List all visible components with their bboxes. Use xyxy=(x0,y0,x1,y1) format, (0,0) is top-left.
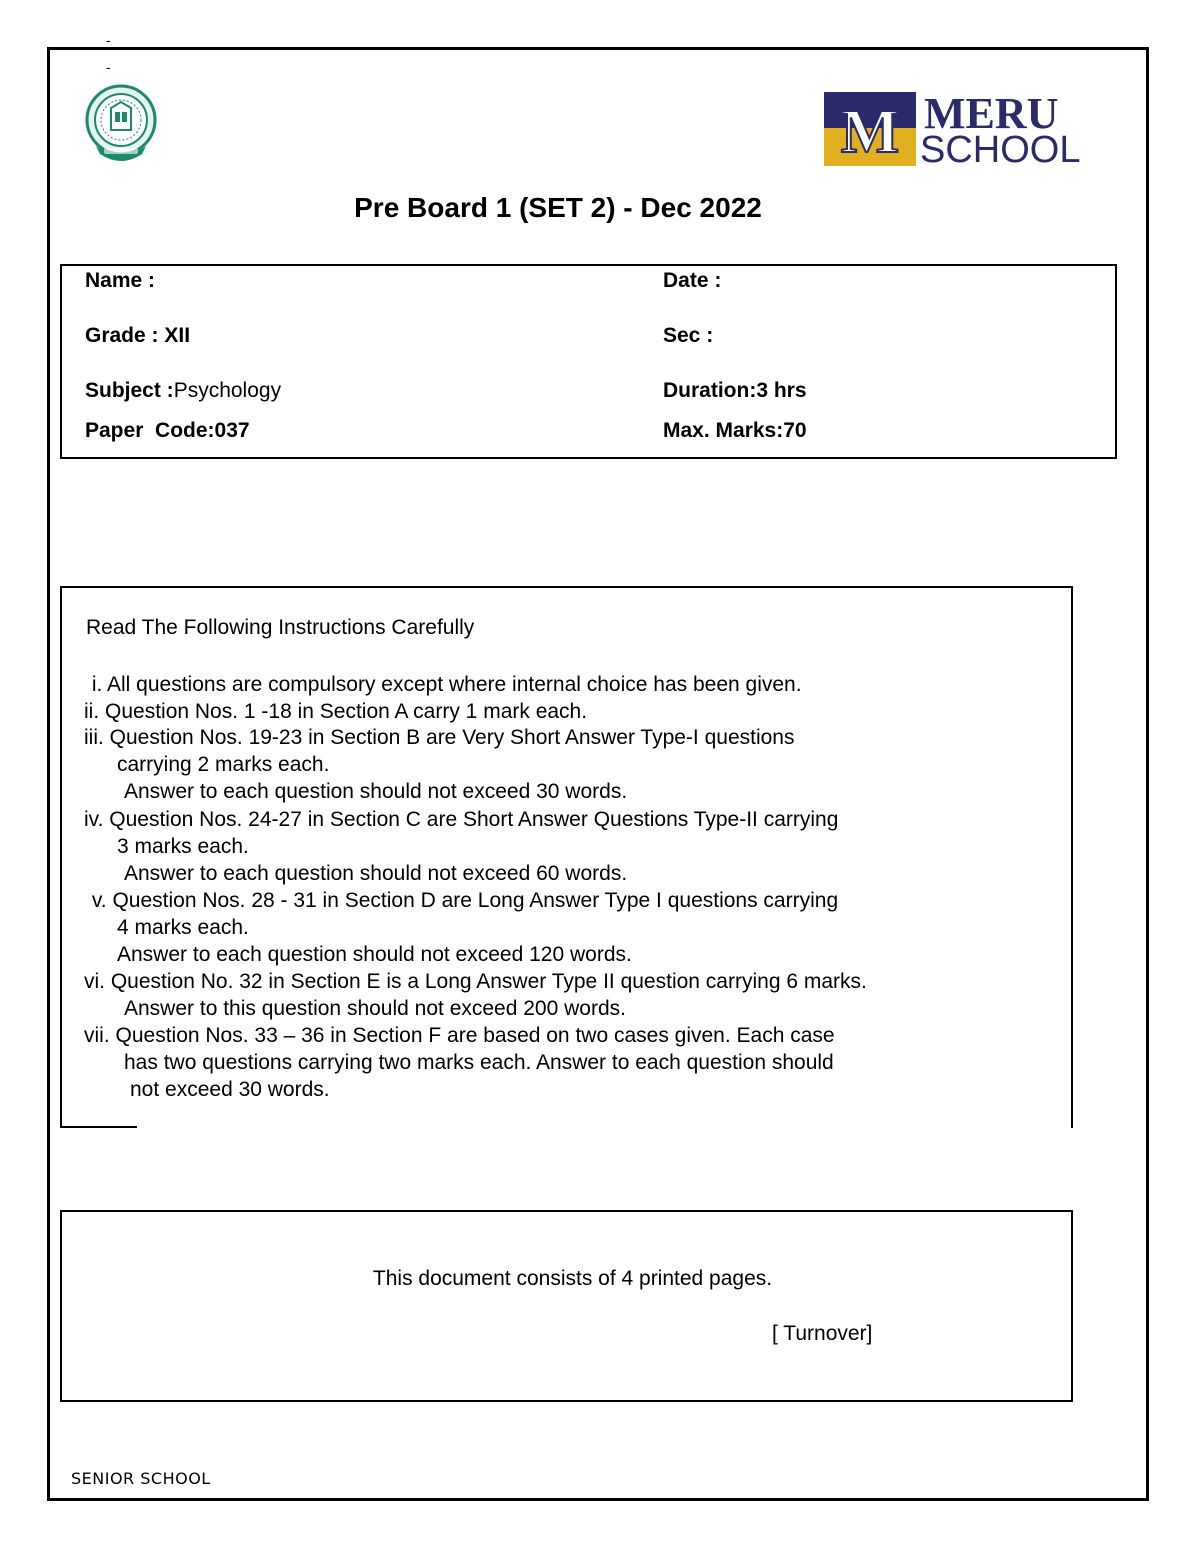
footer-box xyxy=(60,1210,1073,1402)
instruction-line: has two questions carrying two marks each. Answer to each question should xyxy=(124,1051,834,1074)
date-field xyxy=(663,268,721,294)
dash-mark: - xyxy=(106,59,111,75)
turnover-note: [ Turnover] xyxy=(772,1322,873,1345)
logo-line1: MERU xyxy=(924,89,1059,138)
grade-value: XII xyxy=(164,324,191,347)
name-label: Name : xyxy=(85,269,156,292)
paper-code-field xyxy=(85,418,250,444)
instruction-line: iv. Question Nos. 24-27 in Section C are Short Answer Questions Type-II carrying xyxy=(84,808,839,831)
instruction-line: 4 marks each. xyxy=(117,916,249,939)
instruction-line: not exceed 30 words. xyxy=(130,1078,330,1101)
instruction-line: 3 marks each. xyxy=(117,835,249,858)
subject-label: Subject : xyxy=(85,379,174,402)
page-count-note: This document consists of 4 printed pages. xyxy=(372,1267,773,1290)
duration-field xyxy=(663,378,807,404)
instruction-line: i. All questions are compulsory except where internal choice has been given. xyxy=(86,673,802,696)
duration-value: 3 hrs xyxy=(756,379,807,402)
max-marks-label: Max. Marks: xyxy=(663,419,784,442)
instruction-line: vii. Question Nos. 33 – 36 in Section F are based on two cases given. Each case xyxy=(84,1024,835,1047)
sec-label: Sec : xyxy=(663,324,714,347)
sec-field xyxy=(663,323,713,349)
instruction-line: Answer to this question should not exceed 200 words. xyxy=(124,997,626,1020)
dash-mark: - xyxy=(106,32,111,48)
instruction-line: v. Question Nos. 28 - 31 in Section D are Long Answer Type I questions carrying xyxy=(86,889,839,912)
grade-field xyxy=(85,323,190,349)
instruction-line: vi. Question No. 32 in Section E is a Long Answer Type II question carrying 6 marks. xyxy=(84,970,867,993)
name-field xyxy=(85,268,155,294)
paper-code-label: Paper Code: xyxy=(85,419,215,442)
instruction-line: Answer to each question should not exceed 120 words. xyxy=(117,943,632,966)
grade-label: Grade : xyxy=(85,324,165,347)
logo-monogram: M xyxy=(840,98,900,166)
meru-school-logo xyxy=(824,88,1096,168)
instruction-line: Answer to each question should not exceed 60 words. xyxy=(124,862,628,885)
duration-label: Duration: xyxy=(663,379,757,402)
logo-line2: SCHOOL xyxy=(920,129,1081,168)
instructions-heading: Read The Following Instructions Carefully xyxy=(86,616,475,639)
instruction-line: ii. Question Nos. 1 -18 in Section A carry 1 mark each. xyxy=(84,700,588,723)
instruction-line: iii. Question Nos. 19-23 in Section B are Very Short Answer Type-I questions xyxy=(84,726,795,749)
section-label: SENIOR SCHOOL xyxy=(71,1469,211,1488)
instruction-line: Answer to each question should not exceed 30 words. xyxy=(124,780,628,803)
date-label: Date : xyxy=(663,269,722,292)
instruction-line: carrying 2 marks each. xyxy=(117,753,330,776)
page-title: Pre Board 1 (SET 2) - Dec 2022 xyxy=(354,192,762,223)
max-marks-value: 70 xyxy=(783,419,807,442)
max-marks-field xyxy=(663,418,807,444)
subject-value: Psychology xyxy=(173,379,282,402)
subject-field xyxy=(85,378,281,404)
cbse-emblem-icon xyxy=(82,84,160,164)
paper-code-value: 037 xyxy=(214,419,250,442)
